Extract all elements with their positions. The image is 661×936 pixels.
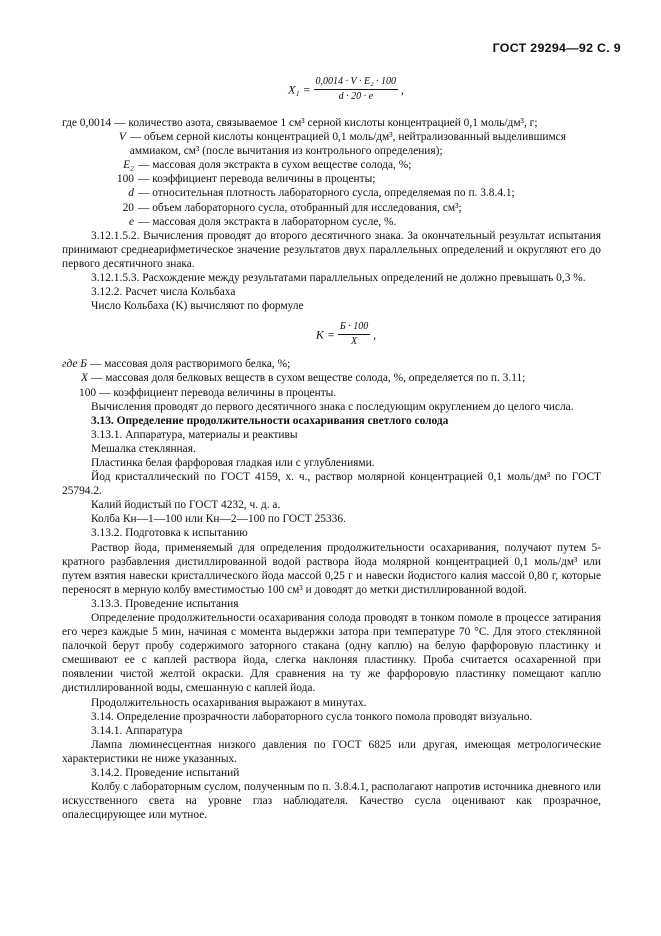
para-iodine: Йод кристаллический по ГОСТ 4159, х. ч., раствор молярной концентрацией 0,1 моль/дм³ по ГОСТ 25794.2. xyxy=(62,471,601,498)
formula-x1-fraction xyxy=(314,76,399,103)
def-text: — количество азота, связываемое 1 см³ серной кислоты концентрацией 0,1 моль/дм³, г; xyxy=(114,117,538,129)
para-3-13-2: 3.13.2. Подготовка к испытанию xyxy=(91,527,248,540)
para-preparation: Раствор йода, применяемый для определения продолжительности осахаривания, получают путем 5-кратного разбавления дистиллированной водой раствора йода молярной концентрацией 0,1 моль/дм³ или путем взятия навески кристаллического йода массой 0,25 г и навески йодистого калия массой 0,80 г, которые переносят в мерную колбу вместимостью 100 см³ и доводят до метки дистиллированной водой. xyxy=(62,541,601,596)
para-3-14-2: 3.14.2. Проведение испытаний xyxy=(91,767,240,780)
definition-item xyxy=(62,116,601,130)
formula-k-lhs: K = xyxy=(315,327,335,342)
definitions-x1 xyxy=(62,116,601,229)
def-symbol: 100 xyxy=(116,173,134,186)
def-symbol: где 0,0014 xyxy=(62,117,112,129)
para-kolbach-intro: Число Кольбаха (K) вычисляют по формуле xyxy=(91,300,304,313)
formula-k xyxy=(91,313,601,357)
def-text: — коэффициент перевода величины в проценты; xyxy=(138,173,376,186)
def-symbol: V xyxy=(118,131,126,144)
def-text: — объем лабораторного сусла, отобранный для исследования, см³; xyxy=(138,201,462,214)
formula-k-denominator: X xyxy=(350,336,358,348)
para-3-12-1-5-3: 3.12.1.5.3. Расхождение между результатами параллельных определений не должно превышать 0,3 %. xyxy=(91,272,586,285)
para-final: Колбу с лабораторным суслом, полученным по п. 3.8.4.1, располагают напротив источника дневного или искусственного света на уровне глаз наблюдателя. Качество сусла оценивают как прозрачное, опалесцирующее или мутное. xyxy=(62,781,601,822)
def-text: — массовая доля экстракта в лабораторном сусле, %. xyxy=(138,215,397,228)
para-3-14-1: 3.14.1. Аппаратура xyxy=(91,724,183,737)
def-text: — массовая доля растворимого белка, %; xyxy=(89,358,291,371)
def-symbol: d xyxy=(128,187,134,200)
def-text: — массовая доля белковых веществ в сухом веществе солода, %, определяется по п. 3.11; xyxy=(90,372,526,385)
definition-item xyxy=(62,158,601,172)
def-text: — массовая доля экстракта в сухом веществе солода, %; xyxy=(138,159,412,172)
formula-k-numerator: Б · 100 xyxy=(338,321,370,335)
formula-x1-denominator: d · 20 · e xyxy=(338,91,374,102)
para-minutes: Продолжительность осахаривания выражают в минутах. xyxy=(91,696,367,709)
para-potassium-iodide: Калий йодистый по ГОСТ 4232, ч. д. а. xyxy=(91,499,281,512)
para-lamp: Лампа люминесцентная низкого давления по ГОСТ 6825 или другая, имеющая метрологические характеристики не ниже указанных. xyxy=(62,738,601,765)
para-3-13-3: 3.13.3. Проведение испытания xyxy=(91,597,239,610)
para-test-procedure: Определение продолжительности осахаривания солода проводят в тонком помоле в процессе затирания его через каждые 5 мин, начиная с момента выдержки затора при температуре 70 °С. Для этого стеклянной палочкой берут пробу содержимого заторного стакана (одну каплю) на белую фарфоровую пластинку и смешивают ее с каплей раствора йода, слегка наклоняя пластинку. Проба считается осахаренной при появлении чистой желтой окраски. Для сравнения на ту же фарфоровую пластинку помещают каплю дистиллированной воды, смешанную с каплей йода. xyxy=(62,612,601,695)
definitions-k xyxy=(62,357,601,399)
para-3-13-1: 3.13.1. Аппаратура, материалы и реактивы xyxy=(91,428,298,441)
formula-x1-tail: , xyxy=(400,82,404,97)
def-symbol: 20 xyxy=(122,201,134,214)
para-plate: Пластинка белая фарфоровая гладкая или с углублениями. xyxy=(91,456,375,469)
def-text: — объем серной кислоты концентрацией 0,1 моль/дм³, нейтрализованный выделившимся аммиаком, см³ (после вычитания из контрольного определения); xyxy=(129,131,566,158)
formula-x1-numerator: 0,0014 · V · E₂ · 100 xyxy=(314,76,399,90)
def-symbol: X xyxy=(81,372,88,385)
page-content xyxy=(62,76,601,822)
para-3-12-2: 3.12.2. Расчет числа Кольбаха xyxy=(91,286,236,299)
definition-item xyxy=(62,186,601,200)
para-calc-rounding: Вычисления проводят до первого десятичного знака с последующим округлением до целого числа. xyxy=(91,400,574,413)
heading-3-13: 3.13. Определение продолжительности осахаривания светлого солода xyxy=(91,414,449,427)
def-symbol: E₂ xyxy=(123,159,134,172)
formula-k-fraction xyxy=(338,321,370,348)
def-symbol: e xyxy=(128,215,134,228)
def-text: — коэффициент перевода величины в проценты. xyxy=(99,386,337,399)
def-symbol: где Б xyxy=(62,358,87,371)
formula-k-tail: , xyxy=(373,327,377,342)
page-header: ГОСТ 29294—92 С. 9 xyxy=(492,41,621,55)
definition-item xyxy=(62,130,601,158)
para-3-12-1-5-2: 3.12.1.5.2. Вычисления проводят до второго десятичного знака. За окончательный результат испытания принимают среднеарифметическое значение результатов двух параллельных определений и округляют его до первого десятичного знака. xyxy=(62,229,601,270)
definition-item xyxy=(62,371,601,385)
def-text: — относительная плотность лабораторного сусла, определяемая по п. 3.8.4.1; xyxy=(138,187,515,200)
formula-x1 xyxy=(91,76,601,116)
para-flask: Колба Кн—1—100 или Кн—2—100 по ГОСТ 25336. xyxy=(91,513,346,526)
definition-item xyxy=(62,215,601,229)
para-3-14: 3.14. Определение прозрачности лабораторного сусла тонкого помола проводят визуально. xyxy=(91,710,533,723)
definition-item xyxy=(62,386,601,400)
formula-x1-lhs: X₁ = xyxy=(288,82,311,97)
def-symbol: 100 xyxy=(79,386,97,399)
para-mixer: Мешалка стеклянная. xyxy=(91,442,196,455)
definition-item xyxy=(62,357,601,371)
definition-item xyxy=(62,201,601,215)
definition-item xyxy=(62,172,601,186)
